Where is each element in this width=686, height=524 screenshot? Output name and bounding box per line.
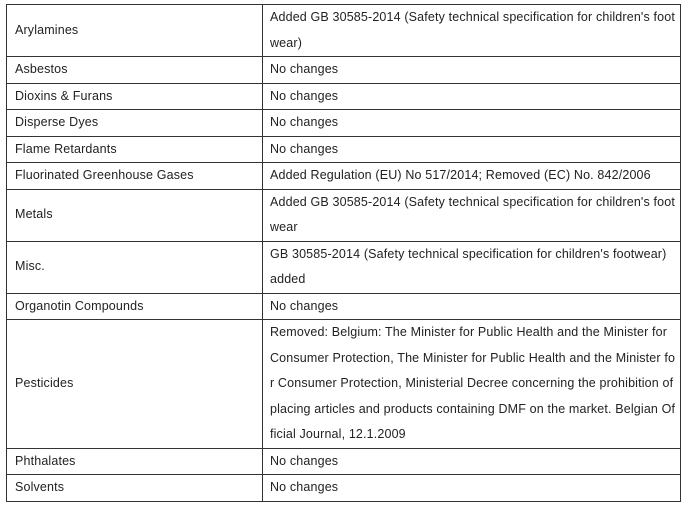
change-cell: No changes	[263, 293, 681, 320]
substance-cell: Pesticides	[7, 320, 263, 449]
change-cell: No changes	[263, 83, 681, 110]
table-row	[7, 448, 681, 475]
substance-cell: Metals	[7, 189, 263, 241]
table-row	[7, 189, 681, 241]
table-row	[7, 110, 681, 137]
table-row	[7, 320, 681, 449]
regulation-changes-table	[6, 4, 681, 502]
change-cell: No changes	[263, 110, 681, 137]
regulation-changes-table-wrapper	[6, 4, 681, 502]
substance-cell: Organotin Compounds	[7, 293, 263, 320]
change-cell: No changes	[263, 448, 681, 475]
substance-cell: Arylamines	[7, 5, 263, 57]
change-cell: Added Regulation (EU) No 517/2014; Removed (EC) No. 842/2006	[263, 163, 681, 190]
change-cell: Removed: Belgium: The Minister for Public Health and the Minister for Consumer Protection, The Minister for Public Health and the Minister for Consumer Protection, Ministerial Decree concerning the prohibition of placing articles and products containing DMF on the market. Belgian Official Journal, 12.1.2009	[263, 320, 681, 449]
substance-cell: Phthalates	[7, 448, 263, 475]
table-row	[7, 83, 681, 110]
change-cell: Added GB 30585-2014 (Safety technical specification for children's footwear)	[263, 5, 681, 57]
table-row	[7, 163, 681, 190]
substance-cell: Solvents	[7, 475, 263, 502]
change-cell: No changes	[263, 475, 681, 502]
change-cell: Added GB 30585-2014 (Safety technical specification for children's footwear	[263, 189, 681, 241]
table-row	[7, 293, 681, 320]
change-cell: No changes	[263, 57, 681, 84]
substance-cell: Asbestos	[7, 57, 263, 84]
substance-cell: Disperse Dyes	[7, 110, 263, 137]
change-cell: No changes	[263, 136, 681, 163]
table-row	[7, 241, 681, 293]
table-row	[7, 136, 681, 163]
change-cell: GB 30585-2014 (Safety technical specification for children's footwear) added	[263, 241, 681, 293]
substance-cell: Flame Retardants	[7, 136, 263, 163]
table-row	[7, 5, 681, 57]
substance-cell: Fluorinated Greenhouse Gases	[7, 163, 263, 190]
table-row	[7, 475, 681, 502]
table-row	[7, 57, 681, 84]
table-body	[7, 5, 681, 502]
substance-cell: Dioxins & Furans	[7, 83, 263, 110]
substance-cell: Misc.	[7, 241, 263, 293]
